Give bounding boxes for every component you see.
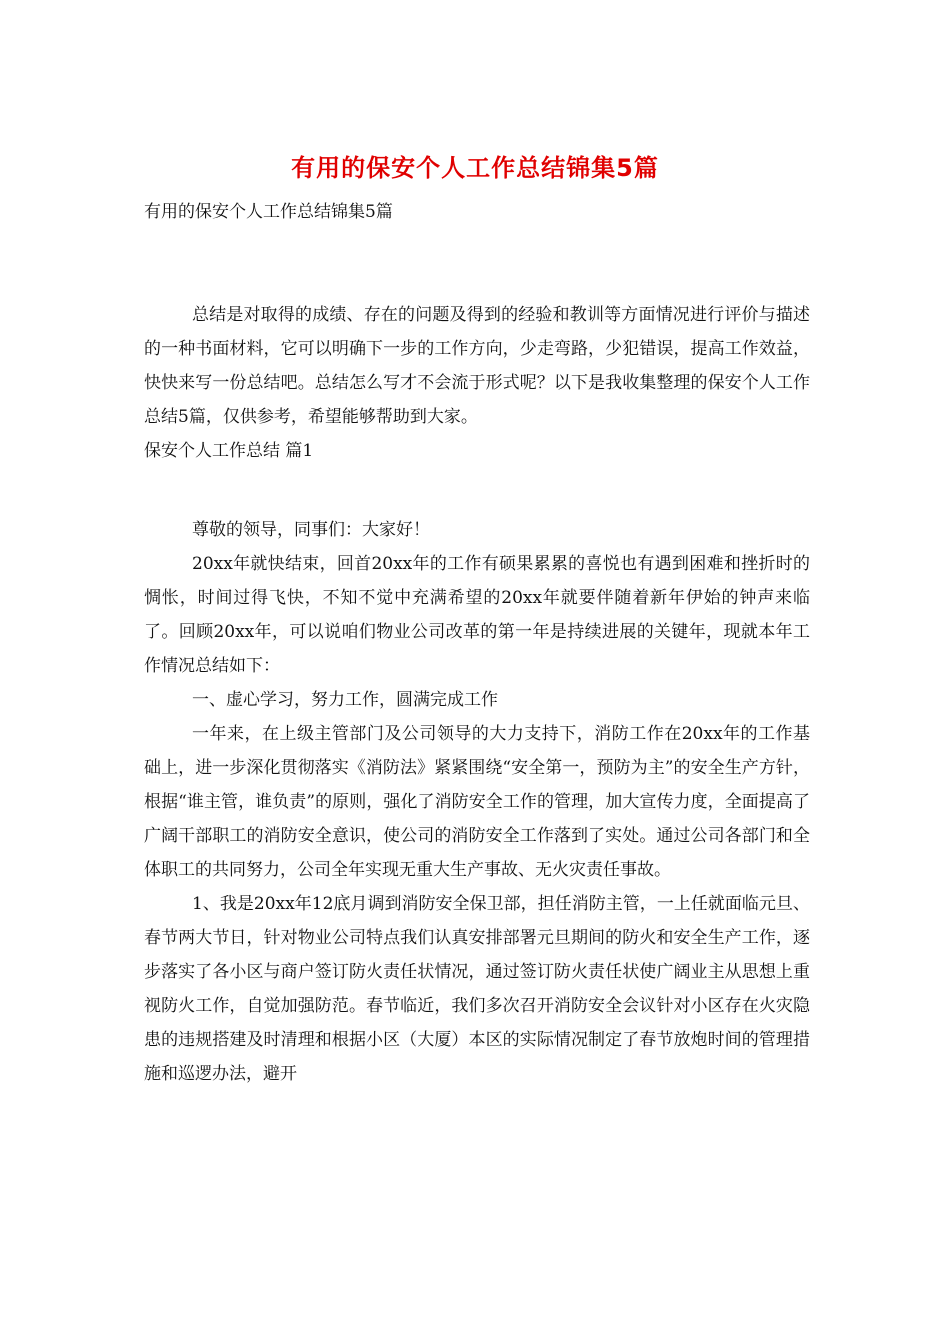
paragraph-1: 20xx年就快结束，回首20xx年的工作有硕果累累的喜悦也有遇到困难和挫折时的惆怅，时间过得飞快，不知不觉中充满希望的20xx年就要伴随着新年伊始的钟声来临了。回顾20xx年，可以说咱们物业公司改革的第一年是持续进展的关键年，现就本年工作情况总结如下：	[144, 554, 810, 676]
heading-1: 一、虚心学习，努力工作，圆满完成工作	[192, 690, 498, 710]
paragraph-3: 1、我是20xx年12底月调到消防安全保卫部，担任消防主管，一上任就面临元旦、春节两大节日，针对物业公司特点我们认真安排部署元旦期间的防火和安全生产工作，逐步落实了各小区与商户签订防火责任状情况，通过签订防火责任状使广阔业主从思想上重视防火工作，自觉加强防范。春节临近，我们多次召开消防安全会议针对小区存在火灾隐患的违规搭建及时清理和根据小区（大厦）本区的实际情况制定了春节放炮时间的管理措施和巡逻办法，避开	[144, 894, 810, 1084]
paragraph-2: 一年来，在上级主管部门及公司领导的大力支持下，消防工作在20xx年的工作基础上，进一步深化贯彻落实《消防法》紧紧围绕“安全第一，预防为主”的安全生产方针，根据“谁主管，谁负责”的原则，强化了消防安全工作的管理，加大宣传力度，全面提高了广阔干部职工的消防安全意识，使公司的消防安全工作落到了实处。通过公司各部门和全体职工的共同努力，公司全年实现无重大生产事故、无火灾责任事故。	[144, 724, 810, 880]
intro-section	[144, 298, 810, 468]
greeting: 尊敬的领导，同事们：大家好！	[192, 520, 430, 540]
intro-paragraph: 总结是对取得的成绩、存在的问题及得到的经验和教训等方面情况进行评价与描述的一种书面材料，它可以明确下一步的工作方向，少走弯路，少犯错误，提高工作效益，快快来写一份总结吧。总结怎么写才不会流于形式呢？以下是我收集整理的保安个人工作总结5篇，仅供参考，希望能够帮助到大家。	[144, 305, 810, 427]
document-title: 有用的保安个人工作总结锦集5篇	[291, 154, 659, 182]
document-subtitle: 有用的保安个人工作总结锦集5篇	[144, 202, 393, 222]
section-heading: 保安个人工作总结 篇1	[144, 441, 314, 461]
main-section	[144, 513, 810, 1091]
